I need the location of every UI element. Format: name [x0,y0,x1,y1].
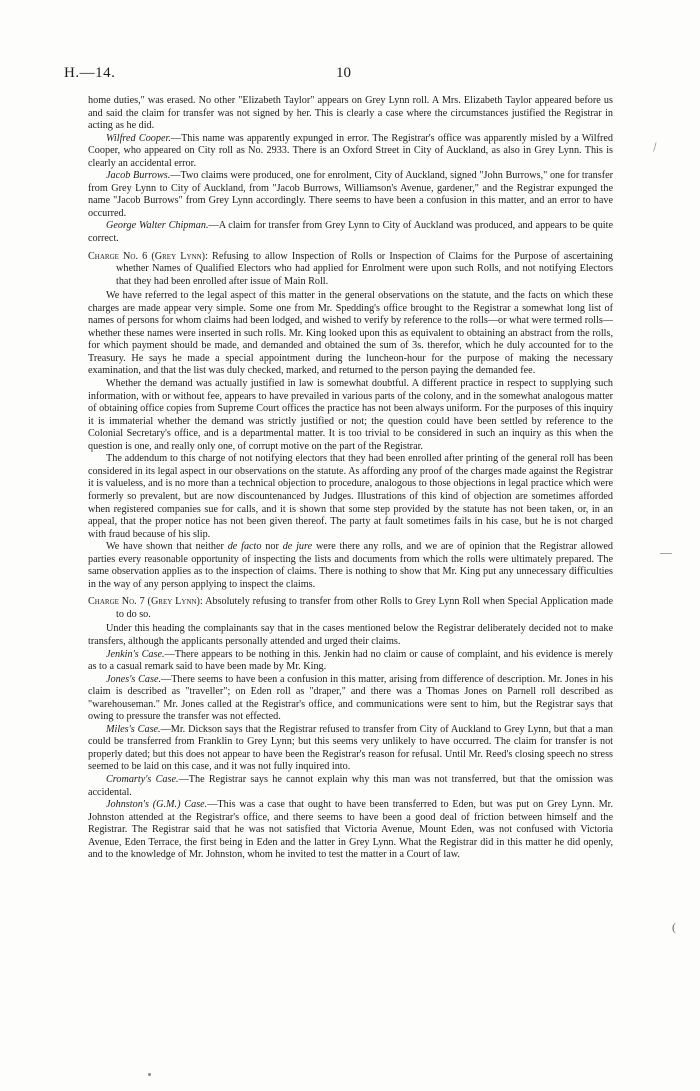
paragraph: Jones's Case.—There seems to have been a confusion in this matter, arising from difference of description. Mr. Jones in his claim is described as "traveller"; on Eden roll as "draper," and there was a Thomas Jones on Parnell roll described as "warehouseman." Mr. Jones called at the Registrar's office, and communications were sent to him, but the Registrar says that owing to pressure the transfer was not effected. [88,673,613,723]
paragraph: Under this heading the complainants say that in the cases mentioned below the Registrar deliberately decided not to make transfers, although the applicants personally attended and urged their claims. [88,623,613,647]
paragraph: George Walter Chipman.—A claim for transfer from Grey Lynn to City of Auckland was produced, and appears to be quite correct. [88,220,613,245]
paragraph: Miles's Case.—Mr. Dickson says that the Registrar refused to transfer from City of Auckland to Grey Lynn, but that a man could be transferred from Franklin to Grey Lynn; but this seems very unlikely to have occurred. The claim for transfer is not properly dated; but this does not appear to have been the Registrar's reason for refusal. Until Mr. Reed's closing speech no stress seemed to be laid on this case, and it was not fully inquired into. [88,723,613,773]
paragraph: Johnston's (G.M.) Case.—This was a case that ought to have been transferred to Eden, but was put on Grey Lynn. Mr. Johnston attended at the Registrar's office, and there seems to have been a good deal of friction between himself and the Registrar. The Registrar said that he was not satisfied that Victoria Avenue, Mount Eden, was not confused with Victoria Avenue, Eden Terrace, the first being in Eden and the latter in Grey Lynn. What the Registrar did in this matter he did openly, and to the knowledge of Mr. Johnston, whom he invited to test the matter in a Court of law. [88,799,614,861]
paragraph: We have shown that neither de facto nor de jure were there any rolls, and we are of opinion that the Registrar allowed parties every reasonable opportunity of inspecting the lists and documents from which the rolls were ultimately prepared. The same observation applies as to the inspection of claims. There is nothing to show that Mr. King put any unnecessary difficulties in the way of any person applying to inspect the claims. [88,541,613,590]
charge-heading: Charge No. 6 (Grey Lynn): Refusing to allow Inspection of Rolls or Inspection of Claims for the Purpose of ascertaining whether Names of Qualified Electors who had applied for Enrolment were upon such Rolls, and not notifying Electors that they had been enrolled after issue of Main Roll. [88,250,613,287]
paragraph: We have referred to the legal aspect of this matter in the general observations on the statute, and the facts on which these charges are made appear very simple. Some one from Mr. Spedding's office brought to the Registrar a somewhat long list of names of persons for whom claims had been lodged, and wished to verify by reference to the rolls—or what were termed rolls—whether these names were inserted in such rolls. Mr. King looked upon this as equivalent to obtaining an abstract from the rolls, for which payment should be made, and demanded and obtained the sum of 3s. therefor, which he duly accounted for to the Treasury. He says he made a special appointment during the luncheon-hour for the purpose of making the necessary examination, and that the list was duly checked, marked, and returned to the person paying the demanded fee. [88,290,613,377]
body-text [88,95,613,862]
margin-mark: ( [672,920,676,934]
paragraph: Wilfred Cooper.—This name was apparently expunged in error. The Registrar's office was apparently misled by a Wilfred Cooper, who appeared on City roll as No. 2933. There is an Oxford Street in City of Auckland, as also in Grey Lynn. This is clearly an accidental error. [88,132,613,169]
paragraph: Jacob Burrows.—Two claims were produced, one for enrolment, City of Auckland, signed "John Burrows," one for transfer from Grey Lynn to City of Auckland, from "Jacob Burrows, Williamson's Avenue, gardener," and the Registrar expunged the name "Jacob Burrows" from Grey Lynn accordingly. There seems to have been a confusion in this matter, and an error to have occurred. [88,170,614,219]
paragraph: Cromarty's Case.—The Registrar says he cannot explain why this man was not transferred, but that the omission was accidental. [88,773,613,798]
margin-mark: — [660,545,672,559]
page-number: 10 [336,65,351,81]
paragraph: The addendum to this charge of not notifying electors that they had been enrolled after printing of the general roll has been considered in its legal aspect in our observations on the statute. As affording any proof of the charges made against the Registrar it is valueless, and is no more than a technical objection to procedure, analogous to those objections in legal practice which were formerly so prevalent, but are now discountenanced by Judges. Illustrations of this kind of objection are sometimes afforded when registered companies sue for calls, and it is shown that some step provided by the statute has not been taken, or, in an appeal, that the proper notice has not been given thereof. The party at fault sometimes fails in his case, but he is not charged with fraud because of his slip. [88,453,613,540]
paragraph: Jenkin's Case.—There appears to be nothing in this. Jenkin had no claim or cause of complaint, and his evidence is merely as to a casual remark said to have been made by Mr. King. [88,648,613,673]
header-reference: H.—14. [64,65,116,81]
paragraph: home duties," was erased. No other "Elizabeth Taylor" appears on Grey Lynn roll. A Mrs. Elizabeth Taylor appeared before us and said the claim for transfer was not signed by her. This is clearly a case where the circumstances justified the Registrar in acting as he did. [88,95,613,132]
charge-heading: Charge No. 7 (Grey Lynn): Absolutely refusing to transfer from other Rolls to Grey Lynn Roll when Special Application made to do so. [88,596,613,620]
footer-dot [148,1073,151,1076]
paragraph: Whether the demand was actually justified in law is somewhat doubtful. A different practice in respect to supplying such information, with or without fee, appears to have prevailed in various parts of the colony, and in the somewhat analogous matter of obtaining office copies from Supreme Court offices the practice has not been always uniform. For the purposes of this inquiry it is immaterial whether the demand was strictly justified or not; the question could have been settled by reference to the Colonial Secretary's office, and is a departmental matter. It is too trivial to be considered in such an inquiry as this when the question is one, and really only one, of corrupt motive on the part of the Registrar. [88,378,613,452]
margin-mark: ⁄ [651,140,659,154]
